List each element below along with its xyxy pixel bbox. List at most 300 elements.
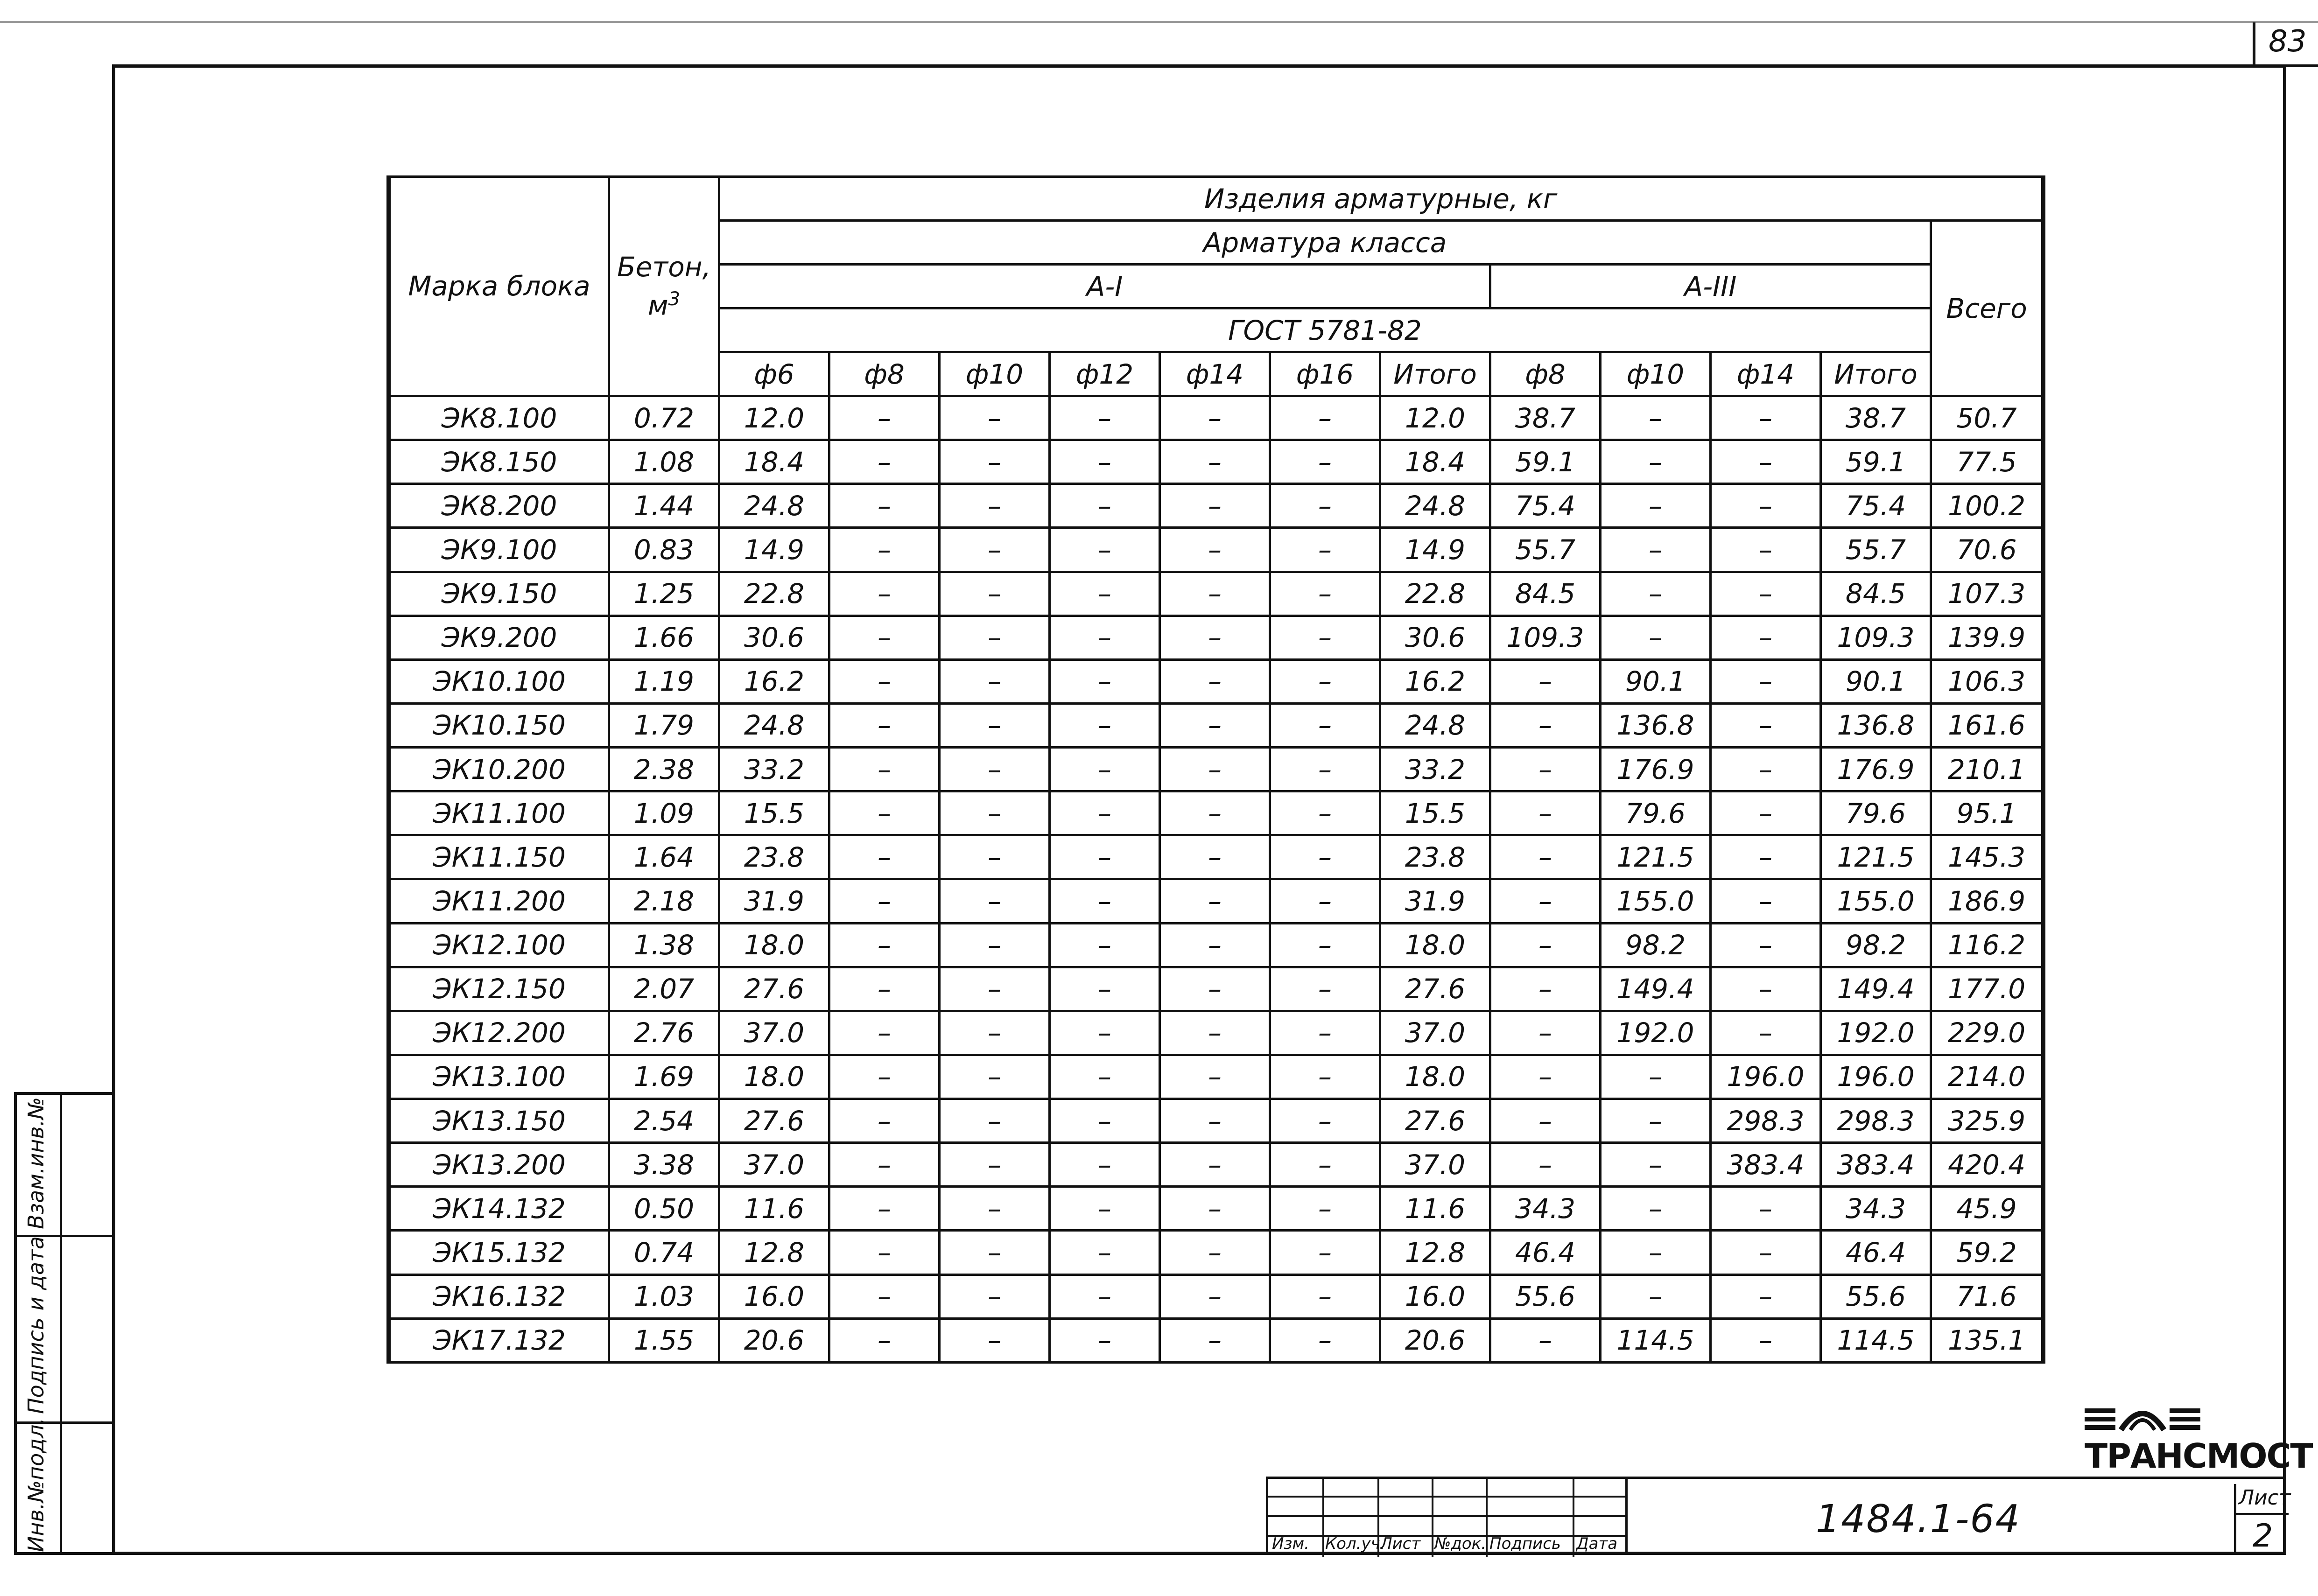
title-block-grid — [1266, 1477, 1625, 1555]
table-cell: 34.3 — [1821, 1187, 1931, 1231]
table-cell: – — [1490, 1318, 1601, 1362]
cell-concrete: 1.44 — [609, 484, 719, 528]
table-cell: – — [1270, 1055, 1380, 1099]
table-cell: – — [1711, 440, 1821, 484]
table-cell: 33.2 — [719, 748, 829, 791]
table-cell: 136.8 — [1601, 703, 1711, 747]
rebar-table — [386, 175, 2045, 1364]
table-cell: – — [829, 1143, 940, 1187]
table-cell: 15.5 — [1380, 791, 1490, 835]
cell-mark: ЭК13.150 — [389, 1099, 609, 1143]
cell-concrete: 2.76 — [609, 1011, 719, 1055]
table-row — [389, 659, 2044, 703]
table-cell: 95.1 — [1931, 791, 2044, 835]
table-cell: – — [1160, 791, 1270, 835]
table-cell: – — [1050, 1143, 1160, 1187]
table-cell: 18.0 — [1380, 1055, 1490, 1099]
table-row — [389, 835, 2044, 879]
table-row — [389, 396, 2044, 440]
table-cell: – — [940, 748, 1050, 791]
table-cell: 24.8 — [1380, 484, 1490, 528]
table-cell: – — [1490, 1099, 1601, 1143]
table-cell: – — [1160, 923, 1270, 967]
table-cell: 55.7 — [1490, 528, 1601, 572]
table-cell: – — [829, 484, 940, 528]
table-cell: 14.9 — [719, 528, 829, 572]
sheet-label: Лист — [2239, 1486, 2291, 1510]
table-cell: 107.3 — [1931, 572, 2044, 616]
table-cell: – — [829, 835, 940, 879]
cell-concrete: 1.79 — [609, 703, 719, 747]
cell-concrete: 0.50 — [609, 1187, 719, 1231]
table-cell: – — [1270, 748, 1380, 791]
tb-col-line — [1432, 1479, 1433, 1557]
header-concrete — [609, 177, 719, 396]
table-cell: 98.2 — [1821, 923, 1931, 967]
table-cell: 161.6 — [1931, 703, 2044, 747]
table-cell: 59.1 — [1490, 440, 1601, 484]
table-cell: 325.9 — [1931, 1099, 2044, 1143]
table-cell: – — [1270, 440, 1380, 484]
table-cell: – — [1601, 1055, 1711, 1099]
table-cell: 15.5 — [719, 791, 829, 835]
table-row — [389, 923, 2044, 967]
table-cell: – — [1050, 484, 1160, 528]
tb-label-izm: Изм. — [1272, 1534, 1309, 1553]
table-row — [389, 484, 2044, 528]
table-cell: – — [1270, 1143, 1380, 1187]
table-cell: – — [1270, 879, 1380, 923]
header-concrete-label: Бетон, — [617, 251, 711, 283]
cell-concrete: 1.08 — [609, 440, 719, 484]
table-cell: – — [1160, 396, 1270, 440]
table-cell: 298.3 — [1711, 1099, 1821, 1143]
header-mark: Марка блока — [389, 177, 609, 396]
table-cell: 77.5 — [1931, 440, 2044, 484]
table-cell: – — [1601, 572, 1711, 616]
table-cell: – — [940, 440, 1050, 484]
cell-mark: ЭК8.200 — [389, 484, 609, 528]
table-cell: 383.4 — [1821, 1143, 1931, 1187]
table-cell: 12.0 — [719, 396, 829, 440]
table-cell: 55.7 — [1821, 528, 1931, 572]
table-row — [389, 1055, 2044, 1099]
cell-concrete: 1.25 — [609, 572, 719, 616]
table-cell: – — [829, 528, 940, 572]
table-cell: – — [940, 879, 1050, 923]
table-cell: 71.6 — [1931, 1274, 2044, 1318]
cell-concrete: 1.64 — [609, 835, 719, 879]
cell-concrete: 2.38 — [609, 748, 719, 791]
table-cell: 192.0 — [1601, 1011, 1711, 1055]
table-cell: – — [1050, 440, 1160, 484]
table-cell: – — [1711, 396, 1821, 440]
table-cell: – — [1490, 1143, 1601, 1187]
table-cell: – — [1490, 1011, 1601, 1055]
strip-sign-date: Подпись и дата — [23, 1236, 49, 1414]
table-cell: – — [940, 1055, 1050, 1099]
tb-label-kolvo: Кол.уч. — [1325, 1534, 1385, 1553]
table-cell: – — [1050, 1099, 1160, 1143]
table-cell: – — [829, 791, 940, 835]
colhead-a1: ф6 — [719, 352, 829, 396]
table-cell: – — [1270, 835, 1380, 879]
table-cell: 33.2 — [1380, 748, 1490, 791]
cell-concrete: 0.74 — [609, 1231, 719, 1274]
table-cell: 176.9 — [1601, 748, 1711, 791]
cell-mark: ЭК17.132 — [389, 1318, 609, 1362]
colhead-a1: ф12 — [1050, 352, 1160, 396]
table-cell: – — [1601, 1143, 1711, 1187]
table-cell: 37.0 — [719, 1143, 829, 1187]
table-body — [389, 396, 2044, 1363]
table-cell: 298.3 — [1821, 1099, 1931, 1143]
table-cell: 70.6 — [1931, 528, 2044, 572]
table-cell: – — [1711, 659, 1821, 703]
table-cell: – — [1160, 967, 1270, 1011]
colhead-a1: ф8 — [829, 352, 940, 396]
table-cell: – — [1160, 703, 1270, 747]
table-cell: – — [940, 659, 1050, 703]
table-cell: – — [1050, 616, 1160, 659]
table-cell: 79.6 — [1601, 791, 1711, 835]
cell-mark: ЭК12.150 — [389, 967, 609, 1011]
table-cell: – — [940, 528, 1050, 572]
table-cell: 22.8 — [1380, 572, 1490, 616]
table-cell: – — [1160, 835, 1270, 879]
table-cell: – — [940, 1318, 1050, 1362]
table-row — [389, 616, 2044, 659]
table-cell: – — [1601, 1231, 1711, 1274]
document-code: 1484.1-64 — [1816, 1497, 2021, 1541]
table-cell: – — [1711, 572, 1821, 616]
table-cell: 27.6 — [1380, 1099, 1490, 1143]
table-row — [389, 879, 2044, 923]
table-cell: 31.9 — [719, 879, 829, 923]
table-cell: 109.3 — [1490, 616, 1601, 659]
table-cell: 12.0 — [1380, 396, 1490, 440]
tb-label-list: Лист — [1380, 1534, 1421, 1553]
table-cell: – — [1050, 1187, 1160, 1231]
table-cell: – — [829, 440, 940, 484]
table-row — [389, 1318, 2044, 1362]
table-cell: – — [1270, 528, 1380, 572]
table-cell: – — [1160, 1099, 1270, 1143]
page-number: 83 — [2269, 24, 2307, 59]
table-cell: 27.6 — [719, 1099, 829, 1143]
table-cell: – — [1160, 1055, 1270, 1099]
cell-concrete: 1.09 — [609, 791, 719, 835]
table-cell: – — [940, 1187, 1050, 1231]
table-cell: – — [1711, 967, 1821, 1011]
table-cell: 90.1 — [1601, 659, 1711, 703]
table-cell: – — [1050, 659, 1160, 703]
table-cell: – — [829, 572, 940, 616]
table-cell: – — [1160, 1187, 1270, 1231]
table-header — [389, 177, 2044, 396]
cell-concrete: 1.66 — [609, 616, 719, 659]
table-cell: – — [829, 659, 940, 703]
table-cell: 59.1 — [1821, 440, 1931, 484]
table-cell: 22.8 — [719, 572, 829, 616]
table-cell: – — [1601, 484, 1711, 528]
table-cell: 18.0 — [719, 1055, 829, 1099]
table-row — [389, 1231, 2044, 1274]
table-cell: 16.0 — [1380, 1274, 1490, 1318]
table-cell: – — [1270, 1099, 1380, 1143]
table-cell: 31.9 — [1380, 879, 1490, 923]
table-cell: – — [1490, 1055, 1601, 1099]
cell-concrete: 1.55 — [609, 1318, 719, 1362]
table-cell: – — [1711, 748, 1821, 791]
colhead-a3: Итого — [1821, 352, 1931, 396]
table-cell: 100.2 — [1931, 484, 2044, 528]
table-cell: – — [1270, 923, 1380, 967]
table-cell: – — [1711, 879, 1821, 923]
cell-mark: ЭК10.150 — [389, 703, 609, 747]
table-cell: – — [1711, 1318, 1821, 1362]
table-cell: 55.6 — [1821, 1274, 1931, 1318]
header-products: Изделия арматурные, кг — [719, 177, 2044, 221]
table-cell: 38.7 — [1821, 396, 1931, 440]
strip-divider — [60, 1095, 62, 1552]
table-cell: – — [829, 879, 940, 923]
table-row — [389, 572, 2044, 616]
table-cell: 11.6 — [1380, 1187, 1490, 1231]
table-cell: – — [1270, 572, 1380, 616]
table-cell: – — [1160, 1011, 1270, 1055]
table-cell: – — [1160, 879, 1270, 923]
sheet-box-line — [2236, 1513, 2289, 1515]
cell-mark: ЭК16.132 — [389, 1274, 609, 1318]
table-cell: – — [1050, 1011, 1160, 1055]
table-cell: – — [1050, 1274, 1160, 1318]
cell-concrete: 0.83 — [609, 528, 719, 572]
table-cell: 37.0 — [719, 1011, 829, 1055]
table-cell: – — [940, 791, 1050, 835]
table-cell: 16.2 — [719, 659, 829, 703]
table-cell: 136.8 — [1821, 703, 1931, 747]
table-cell: 79.6 — [1821, 791, 1931, 835]
cell-concrete: 2.07 — [609, 967, 719, 1011]
cell-mark: ЭК13.200 — [389, 1143, 609, 1187]
table-cell: 16.2 — [1380, 659, 1490, 703]
top-rule — [0, 21, 2318, 23]
cell-concrete: 1.38 — [609, 923, 719, 967]
table-cell: 11.6 — [719, 1187, 829, 1231]
table-cell: 98.2 — [1601, 923, 1711, 967]
table-cell: – — [1601, 528, 1711, 572]
table-cell: 18.4 — [1380, 440, 1490, 484]
table-cell: – — [829, 1099, 940, 1143]
table-cell: – — [829, 1231, 940, 1274]
colhead-a1: ф10 — [940, 352, 1050, 396]
table-cell: – — [1050, 396, 1160, 440]
table-row — [389, 1274, 2044, 1318]
table-cell: – — [1270, 1187, 1380, 1231]
table-cell: – — [1050, 1231, 1160, 1274]
tb-label-date: Дата — [1576, 1534, 1618, 1553]
table-cell: – — [1270, 659, 1380, 703]
table-cell: – — [1490, 748, 1601, 791]
table-cell: 34.3 — [1490, 1187, 1601, 1231]
table-cell: 192.0 — [1821, 1011, 1931, 1055]
table-cell: 84.5 — [1821, 572, 1931, 616]
header-concrete-unit: м — [647, 289, 668, 322]
table-cell: 90.1 — [1821, 659, 1931, 703]
table-cell: 50.7 — [1931, 396, 2044, 440]
cell-concrete: 0.72 — [609, 396, 719, 440]
table-cell: 23.8 — [719, 835, 829, 879]
header-rebar-class: Арматура класса — [719, 221, 1931, 265]
table-cell: 30.6 — [719, 616, 829, 659]
table-cell: 155.0 — [1601, 879, 1711, 923]
table-cell: – — [1160, 572, 1270, 616]
table-cell: – — [1490, 791, 1601, 835]
table-cell: 16.0 — [719, 1274, 829, 1318]
table-cell: – — [1160, 748, 1270, 791]
table-cell: 121.5 — [1601, 835, 1711, 879]
cell-mark: ЭК8.100 — [389, 396, 609, 440]
table-cell: – — [1601, 1274, 1711, 1318]
header-class-a1: А-I — [719, 265, 1490, 308]
table-cell: 116.2 — [1931, 923, 2044, 967]
table-cell: – — [1050, 791, 1160, 835]
table-cell: 176.9 — [1821, 748, 1931, 791]
strip-inv-orig: Инв.№подл. — [23, 1417, 49, 1552]
table-cell: – — [829, 1318, 940, 1362]
table-cell: – — [1270, 616, 1380, 659]
table-cell: 12.8 — [1380, 1231, 1490, 1274]
table-cell: 214.0 — [1931, 1055, 2044, 1099]
table-cell: – — [1270, 1274, 1380, 1318]
table-cell: – — [829, 703, 940, 747]
cell-concrete: 1.69 — [609, 1055, 719, 1099]
table-cell: – — [829, 748, 940, 791]
cell-concrete: 3.38 — [609, 1143, 719, 1187]
cell-mark: ЭК9.150 — [389, 572, 609, 616]
table-cell: – — [1160, 1143, 1270, 1187]
cell-concrete: 1.19 — [609, 659, 719, 703]
colhead-a3: ф10 — [1601, 352, 1711, 396]
table-cell: – — [1711, 923, 1821, 967]
table-cell: 177.0 — [1931, 967, 2044, 1011]
table-row — [389, 748, 2044, 791]
sheet-number: 2 — [2253, 1518, 2273, 1554]
cell-mark: ЭК11.150 — [389, 835, 609, 879]
table-cell: – — [1050, 967, 1160, 1011]
table-cell: – — [1050, 1055, 1160, 1099]
table-row — [389, 967, 2044, 1011]
table-cell: – — [1050, 748, 1160, 791]
table-cell: – — [829, 396, 940, 440]
table-cell: 420.4 — [1931, 1143, 2044, 1187]
cell-concrete: 1.03 — [609, 1274, 719, 1318]
table-cell: 106.3 — [1931, 659, 2044, 703]
table-cell: 23.8 — [1380, 835, 1490, 879]
tb-col-line — [1573, 1479, 1574, 1557]
table-cell: – — [1270, 703, 1380, 747]
title-block — [1266, 1477, 2286, 1555]
table-row — [389, 791, 2044, 835]
table-cell: – — [1270, 1231, 1380, 1274]
table-cell: – — [829, 967, 940, 1011]
table-cell: 229.0 — [1931, 1011, 2044, 1055]
table-cell: – — [829, 616, 940, 659]
table-cell: – — [829, 1187, 940, 1231]
table-cell: – — [1711, 835, 1821, 879]
table-cell: – — [1490, 703, 1601, 747]
table-cell: – — [1160, 484, 1270, 528]
cell-mark: ЭК15.132 — [389, 1231, 609, 1274]
table-cell: 59.2 — [1931, 1231, 2044, 1274]
table-cell: 46.4 — [1821, 1231, 1931, 1274]
table-cell: – — [940, 1231, 1050, 1274]
table-cell: – — [1711, 703, 1821, 747]
table-cell: – — [940, 1143, 1050, 1187]
table-cell: – — [1050, 572, 1160, 616]
logo-text: ТРАНСМОСТ — [2085, 1436, 2312, 1476]
colhead-a1: Итого — [1380, 352, 1490, 396]
table-cell: – — [829, 1055, 940, 1099]
table-cell: – — [829, 1274, 940, 1318]
table-cell: 24.8 — [1380, 703, 1490, 747]
table-cell: 196.0 — [1821, 1055, 1931, 1099]
table-cell: – — [1711, 1274, 1821, 1318]
cell-mark: ЭК11.200 — [389, 879, 609, 923]
colhead-a3: ф14 — [1711, 352, 1821, 396]
table-cell: 114.5 — [1601, 1318, 1711, 1362]
table-cell: 37.0 — [1380, 1011, 1490, 1055]
table-cell: – — [1711, 1231, 1821, 1274]
table-cell: – — [1711, 1011, 1821, 1055]
table-cell: 75.4 — [1821, 484, 1931, 528]
table-cell: 145.3 — [1931, 835, 2044, 879]
table-cell: 18.0 — [1380, 923, 1490, 967]
table-cell: – — [1160, 1274, 1270, 1318]
table-cell: – — [1270, 1318, 1380, 1362]
table-cell: – — [1711, 1187, 1821, 1231]
table-cell: 14.9 — [1380, 528, 1490, 572]
table-cell: 210.1 — [1931, 748, 2044, 791]
header-concrete-sup: 3 — [668, 288, 681, 310]
table-cell: – — [1050, 923, 1160, 967]
header-gost: ГОСТ 5781-82 — [719, 308, 1931, 352]
strip-inv-repl: Взам.инв.№ — [23, 1097, 49, 1229]
table-cell: 75.4 — [1490, 484, 1601, 528]
cell-concrete: 2.18 — [609, 879, 719, 923]
table-cell: – — [829, 923, 940, 967]
table-cell: – — [1160, 440, 1270, 484]
table-cell: – — [940, 572, 1050, 616]
table-cell: – — [1490, 967, 1601, 1011]
table-cell: 12.8 — [719, 1231, 829, 1274]
colhead-a3: ф8 — [1490, 352, 1601, 396]
tb-label-ndoc: №док. — [1434, 1534, 1487, 1553]
table-cell: 155.0 — [1821, 879, 1931, 923]
table-cell: – — [1050, 1318, 1160, 1362]
table-cell: 20.6 — [1380, 1318, 1490, 1362]
cell-mark: ЭК10.200 — [389, 748, 609, 791]
cell-mark: ЭК12.100 — [389, 923, 609, 967]
table-row — [389, 1187, 2044, 1231]
cell-mark: ЭК11.100 — [389, 791, 609, 835]
header-total: Всего — [1931, 221, 2044, 396]
table-cell: 24.8 — [719, 703, 829, 747]
table-cell: – — [1270, 484, 1380, 528]
table-cell: – — [1490, 835, 1601, 879]
table-cell: – — [1050, 835, 1160, 879]
